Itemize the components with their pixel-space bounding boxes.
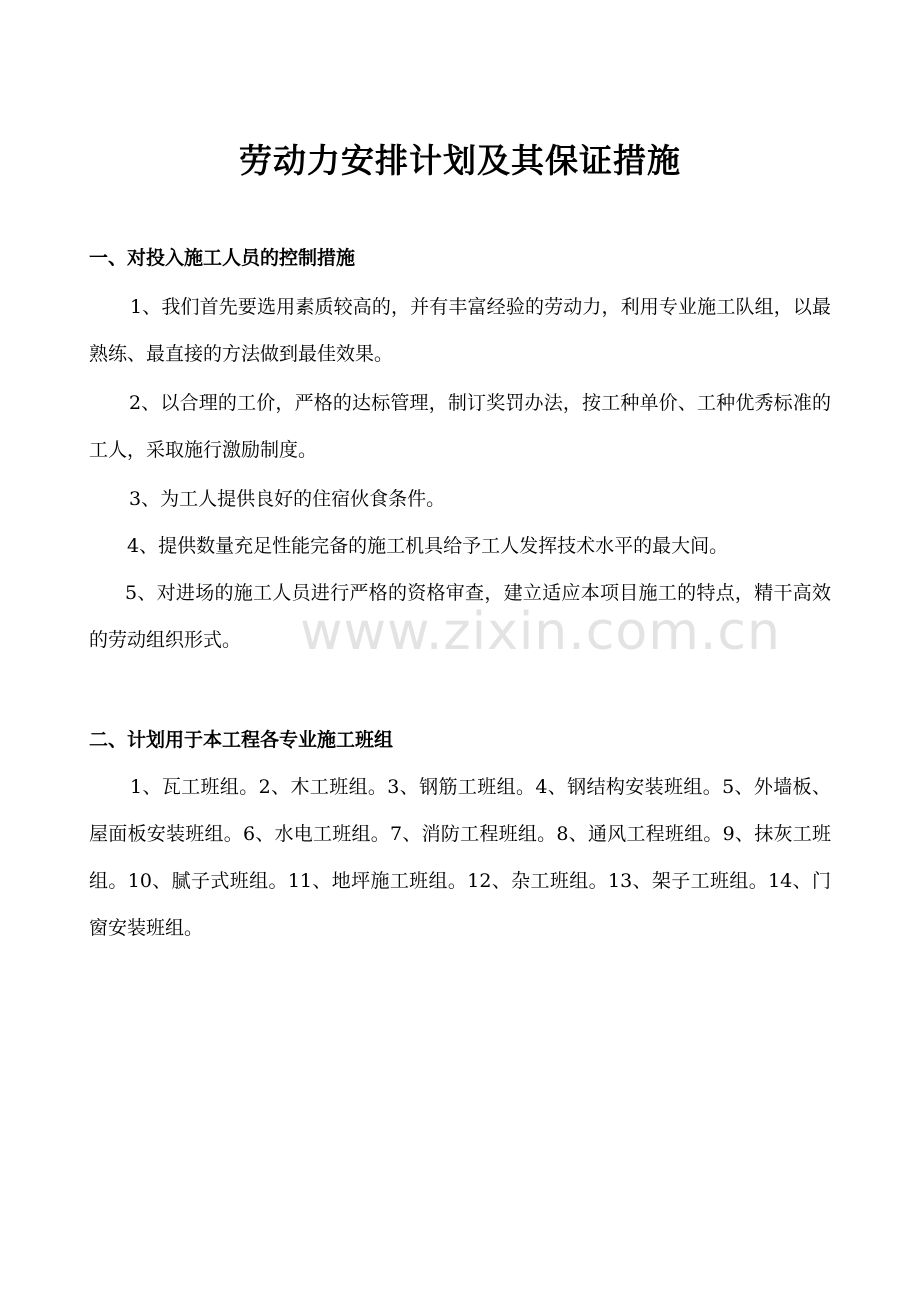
document-title: 劳动力安排计划及其保证措施 [239,141,681,180]
section-1-item-1: 1、我们首先要选用素质较高的，并有丰富经验的劳动力，利用专业施工队组，以最熟练、最直接的方法做到最佳效果。 [89,296,831,365]
section-1-heading: 一、对投入施工人员的控制措施 [89,247,356,269]
watermark: www.zixin.com.cn [300,602,781,662]
section-1-item-5: 5、对进场的施工人员进行严格的资格审查，建立适应本项目施工的特点，精干高效的劳动组织形式。 [89,582,831,651]
section-1-item-2: 2、以合理的工价，严格的达标管理，制订奖罚办法，按工种单价、工种优秀标准的工人，采取施行激励制度。 [89,392,831,461]
section-1-item-4: 4、提供数量充足性能完备的施工机具给予工人发挥技术水平的最大间。 [127,535,729,557]
section-2-item-list: 1、瓦工班组。2、木工班组。3、钢筋工班组。4、钢结构安装班组。5、外墙板、屋面板安装班组。6、水电工班组。7、消防工程班组。8、通风工程班组。9、抹灰工班组。10、腻子式班组。11、地坪施工班组。12、杂工班组。13、架子工班组。14、门窗安装班组。 [89,776,831,939]
section-1-item-3: 3、为工人提供良好的住宿伙食条件。 [129,488,446,510]
section-2-heading: 二、计划用于本工程各专业施工班组 [89,729,394,751]
